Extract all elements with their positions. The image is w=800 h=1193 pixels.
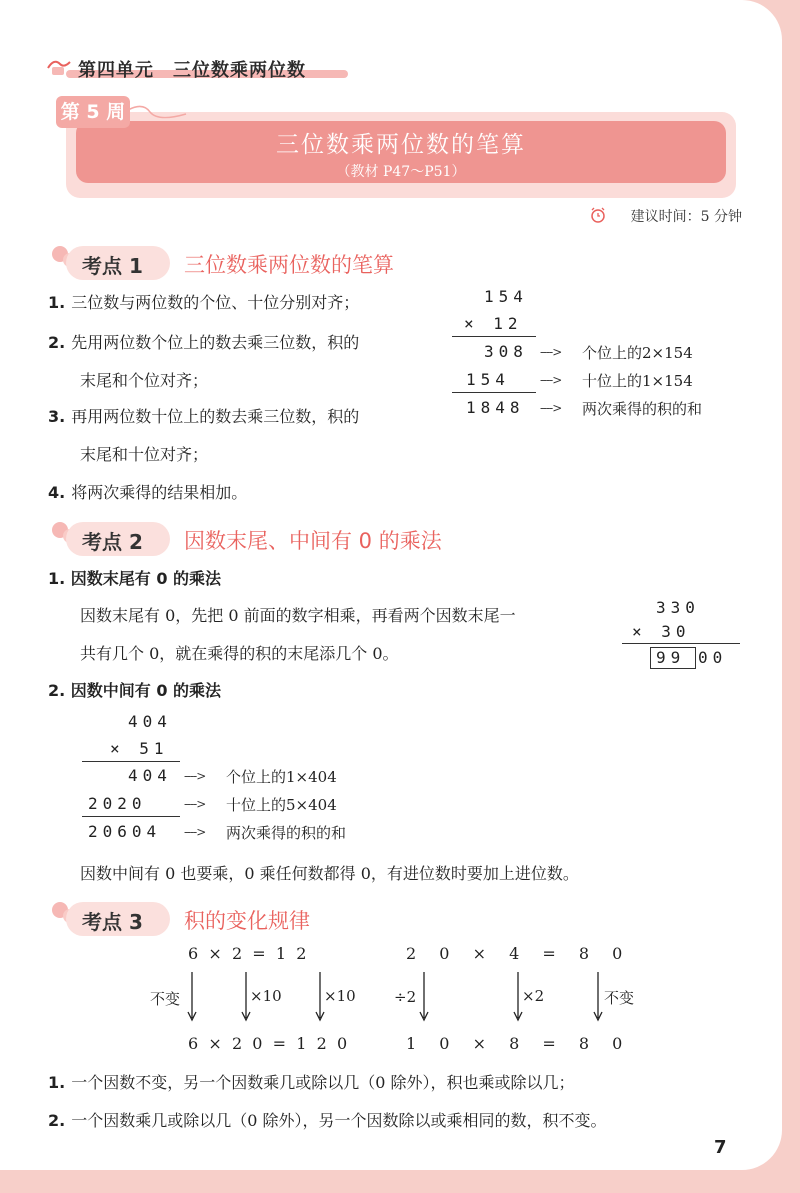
list-item: 1. 三位数与两位数的个位、十位分别对齐； [48, 293, 360, 312]
calc-note: 十位上的1×154 [582, 372, 693, 390]
calc-partial-2: 154 [466, 370, 510, 389]
calc-total: 20604 [88, 822, 162, 841]
calc-multiplicand: 330 [656, 598, 700, 617]
annotation: ×10 [324, 987, 356, 1005]
calc-note: 十位上的5×404 [226, 796, 337, 814]
annotation: ×2 [522, 987, 545, 1005]
ribbon-curl-icon [128, 100, 188, 124]
subsection-title: 2. 因数中间有 0 的乘法 [48, 681, 222, 700]
kaodian-1-title: 三位数乘两位数的笔算 [184, 253, 394, 277]
eq-bottom-right: 1 0 × 8 = 8 0 [406, 1034, 623, 1053]
arrow: ----> [540, 373, 562, 387]
list-item: 2. 一个因数乘几或除以几（0 除外），另一个因数除以或乘相同的数，积不变。 [48, 1111, 607, 1130]
arrow: ----> [184, 769, 206, 783]
list-item: 3. 再用两位数十位上的数去乘三位数，积的 [48, 407, 360, 426]
list-item: 4. 将两次乘得的结果相加。 [48, 483, 248, 502]
annotation: 不变 [150, 990, 181, 1008]
calc-partial-1: 404 [128, 766, 172, 785]
calc-note: 两次乘得的积的和 [226, 824, 347, 842]
kaodian-1-label: 考点 1 [82, 254, 143, 278]
kaodian-3-title: 积的变化规律 [184, 909, 310, 933]
calc-total: 1848 [466, 398, 525, 417]
eq-bottom-left: 6 × 2 0 = 1 2 0 [188, 1034, 348, 1053]
change-arrows-right [414, 972, 614, 1024]
kaodian-3-label: 考点 3 [82, 910, 143, 934]
page-title: 三位数乘两位数的笔算 [276, 132, 526, 158]
calc-product-boxed: 99 [656, 648, 686, 667]
calc-multiplier: × 12 [464, 314, 523, 333]
week-badge: 第 5 周 [56, 96, 130, 128]
paragraph: 因数中间有 0 也要乘，0 乘任何数都得 0，有进位数时要加上进位数。 [80, 864, 579, 883]
eq-top-left: 6 × 2 = 1 2 [188, 944, 307, 963]
calc-multiplicand: 404 [128, 712, 172, 731]
calc-product-zeros: 00 [698, 648, 728, 667]
list-item: 末尾和十位对齐； [80, 445, 209, 464]
calc-multiplier: × 30 [632, 622, 691, 641]
calc-partial-2: 2020 [88, 794, 147, 813]
arrow: ----> [184, 825, 206, 839]
annotation: ×10 [250, 987, 282, 1005]
calc-line [622, 643, 740, 644]
page-number: 7 [714, 1137, 727, 1158]
calc-partial-1: 308 [484, 342, 528, 361]
subsection-title: 1. 因数末尾有 0 的乘法 [48, 569, 222, 588]
annotation: ÷2 [394, 988, 417, 1006]
arrow: ----> [540, 345, 562, 359]
eq-top-right: 2 0 × 4 = 8 0 [406, 944, 623, 963]
calc-line [82, 761, 180, 762]
kaodian-2-title: 因数末尾、中间有 0 的乘法 [184, 529, 442, 553]
calc-multiplicand: 154 [484, 287, 528, 306]
calc-line [452, 392, 536, 393]
paragraph: 因数末尾有 0，先把 0 前面的数字相乘，再看两个因数末尾一 [80, 606, 516, 625]
unit-title: 第四单元 三位数乘两位数 [78, 60, 306, 81]
calc-line [452, 336, 536, 337]
page-subtitle: （教材 P47～P51） [336, 164, 466, 180]
paragraph: 共有几个 0，就在乘得的积的末尾添几个 0。 [80, 644, 399, 663]
calc-note: 个位上的2×154 [582, 344, 693, 362]
alarm-clock-icon [590, 207, 606, 223]
list-item: 1. 一个因数不变，另一个因数乘几或除以几（0 除外），积也乘或除以几； [48, 1073, 575, 1092]
calc-line [82, 816, 180, 817]
kaodian-2-label: 考点 2 [82, 530, 143, 554]
list-item: 末尾和个位对齐； [80, 371, 209, 390]
calc-multiplier: × 51 [110, 739, 169, 758]
list-item: 2. 先用两位数个位上的数去乘三位数，积的 [48, 333, 360, 352]
calc-note: 个位上的1×404 [226, 768, 337, 786]
calc-note: 两次乘得的积的和 [582, 400, 703, 418]
annotation: 不变 [604, 989, 635, 1007]
arrow: ----> [540, 401, 562, 415]
suggested-time: 建议时间：5 分钟 [630, 209, 742, 225]
arrow: ----> [184, 797, 206, 811]
